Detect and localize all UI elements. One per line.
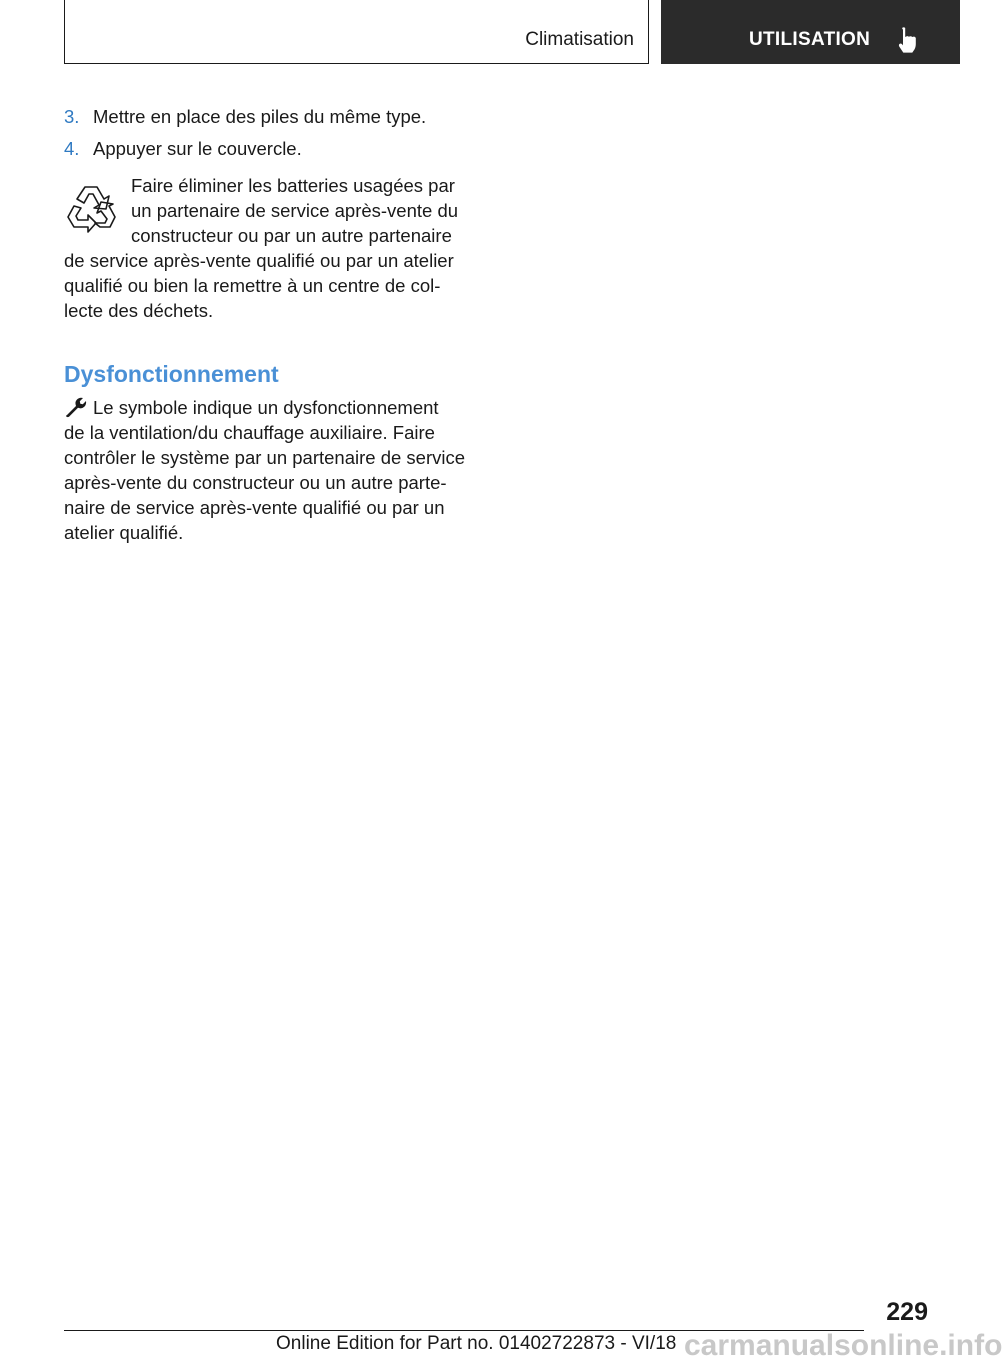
step-text: Mettre en place des piles du même type.: [93, 106, 427, 127]
note-line: constructeur ou par un autre partenaire: [131, 225, 452, 246]
page-number: 229: [886, 1298, 928, 1326]
note-line: de service après-vente qualifié ou par un atelier: [64, 250, 454, 271]
recycling-note: [64, 173, 480, 323]
recycle-icon: [64, 179, 118, 233]
step-number: 4.: [64, 138, 80, 159]
step-text: Appuyer sur le couvercle.: [93, 138, 302, 159]
paragraph-line: après-vente du constructeur ou un autre parte-: [64, 472, 447, 493]
paragraph-line: naire de service après-vente qualifié ou par un: [64, 497, 445, 518]
paragraph-line: contrôler le système par un partenaire de service: [64, 447, 466, 468]
malfunction-paragraph: [64, 395, 480, 545]
chapter-title: UTILISATION: [749, 29, 871, 50]
section-title: Climatisation: [525, 29, 634, 50]
paragraph-line: Le symbole indique un dysfonctionnement: [93, 397, 439, 418]
header-section-tab: [64, 0, 649, 64]
paragraph-line: de la ventilation/du chauffage auxiliaire. Faire: [64, 422, 435, 443]
note-line: qualifié ou bien la remettre à un centre de col-: [64, 275, 441, 296]
page-content: [64, 104, 480, 545]
note-line: un partenaire de service après-vente du: [131, 200, 459, 221]
step-number: 3.: [64, 106, 80, 127]
wrench-icon: [64, 395, 86, 417]
section-heading: Dysfonctionnement: [64, 361, 279, 387]
note-line: Faire éliminer les batteries usagées par: [131, 175, 455, 196]
footer-edition: Online Edition for Part no. 01402722873 - VI/18: [276, 1333, 677, 1354]
paragraph-line: atelier qualifié.: [64, 522, 184, 543]
pointing-hand-icon: [895, 26, 919, 54]
watermark: carmanualsonline.info: [684, 1329, 1002, 1362]
list-item: [64, 104, 480, 129]
header-chapter-tab: [661, 0, 960, 64]
note-line: lecte des déchets.: [64, 300, 214, 321]
list-item: [64, 136, 480, 161]
